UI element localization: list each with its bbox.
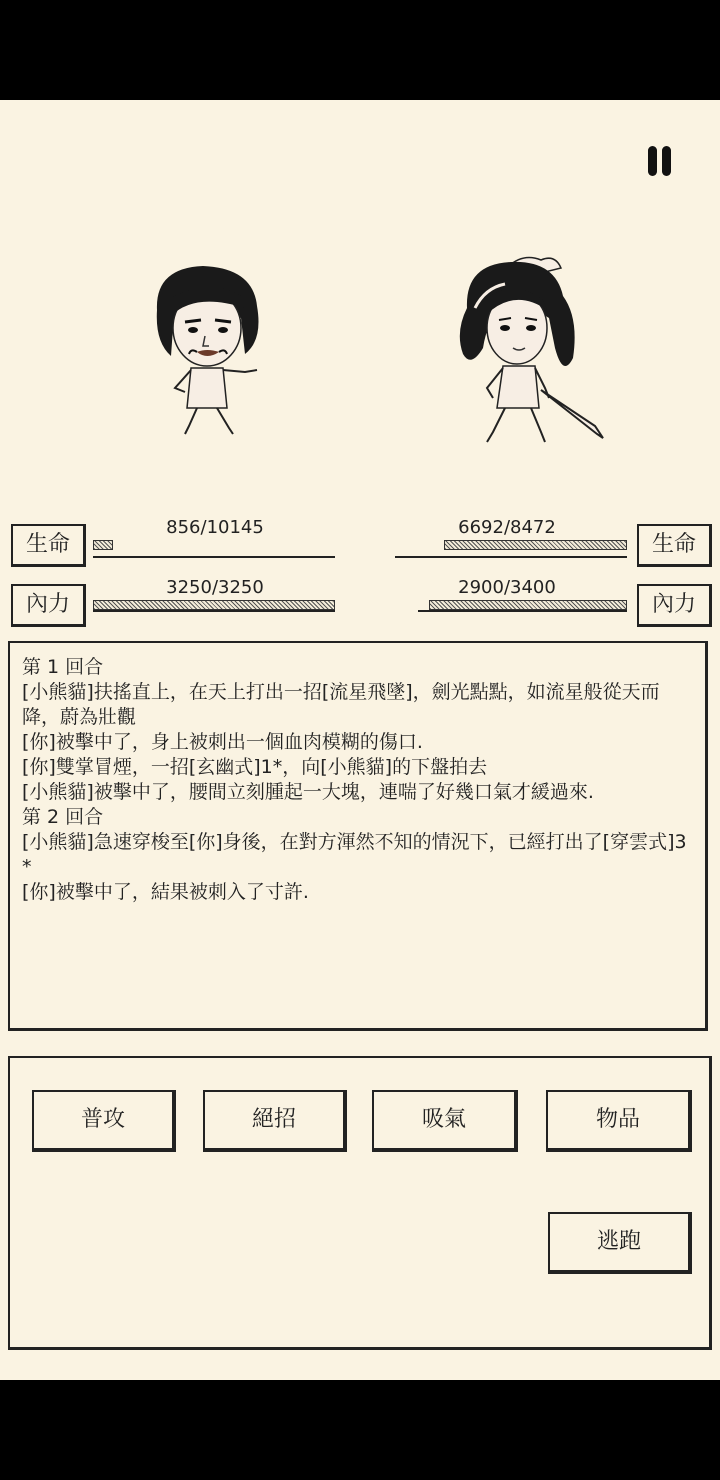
player-hp-bar-fill xyxy=(93,540,113,550)
log-line: [小熊貓]被擊中了，腰間立刻腫起一大塊，連喘了好幾口氣才緩過來. xyxy=(22,781,594,803)
player-hp-label: 生命 xyxy=(11,524,86,567)
log-line: [你]雙掌冒煙，一招[玄幽式]1*，向[小熊貓]的下盤拍去 xyxy=(22,756,488,778)
enemy-character xyxy=(445,248,615,448)
player-mp-bar-fill xyxy=(93,600,335,610)
enemy-mp-bar-fill xyxy=(429,600,627,610)
player-hp-value: 856/10145 xyxy=(166,517,264,538)
player-mp-value: 3250/3250 xyxy=(166,577,264,598)
items-button[interactable]: 物品 xyxy=(546,1090,692,1152)
bottom-black-bar xyxy=(0,1380,720,1480)
pause-icon xyxy=(648,146,657,176)
enemy-mp-label: 內力 xyxy=(637,584,712,627)
flee-button[interactable]: 逃跑 xyxy=(548,1212,692,1274)
battle-log[interactable] xyxy=(8,641,708,1031)
log-line: 第 2 回合 xyxy=(22,806,104,828)
log-line: [小熊貓]急速穿梭至[你]身後，在對方渾然不知的情況下，已經打出了[穿雲式]3* xyxy=(22,831,687,878)
player-mp-bar-track xyxy=(93,610,335,612)
log-line: [你]被擊中了，身上被刺出一個血肉模糊的傷口. xyxy=(22,731,423,753)
pause-button[interactable] xyxy=(640,142,680,182)
action-panel xyxy=(8,1056,712,1350)
player-mp-label: 內力 xyxy=(11,584,86,627)
battle-screen xyxy=(0,100,720,1380)
enemy-hp-bar-fill xyxy=(444,540,627,550)
enemy-mp-bar-track xyxy=(418,610,627,612)
enemy-hp-bar-track xyxy=(395,556,627,558)
player-character xyxy=(145,258,275,438)
log-line: [小熊貓]扶搖直上，在天上打出一招[流星飛墜]，劍光點點，如流星般從天而降，蔚為壯觀 xyxy=(22,681,660,728)
enemy-mp-value: 2900/3400 xyxy=(458,577,556,598)
special-move-button[interactable]: 絕招 xyxy=(203,1090,347,1152)
pause-icon-bar xyxy=(662,146,671,176)
breathe-button[interactable]: 吸氣 xyxy=(372,1090,518,1152)
log-line: 第 1 回合 xyxy=(22,656,104,678)
enemy-hp-value: 6692/8472 xyxy=(458,517,556,538)
normal-attack-button[interactable]: 普攻 xyxy=(32,1090,176,1152)
log-line: [你]被擊中了，結果被刺入了寸許. xyxy=(22,881,309,903)
player-hp-bar-track xyxy=(93,556,335,558)
enemy-hp-label: 生命 xyxy=(637,524,712,567)
top-black-bar xyxy=(0,0,720,100)
